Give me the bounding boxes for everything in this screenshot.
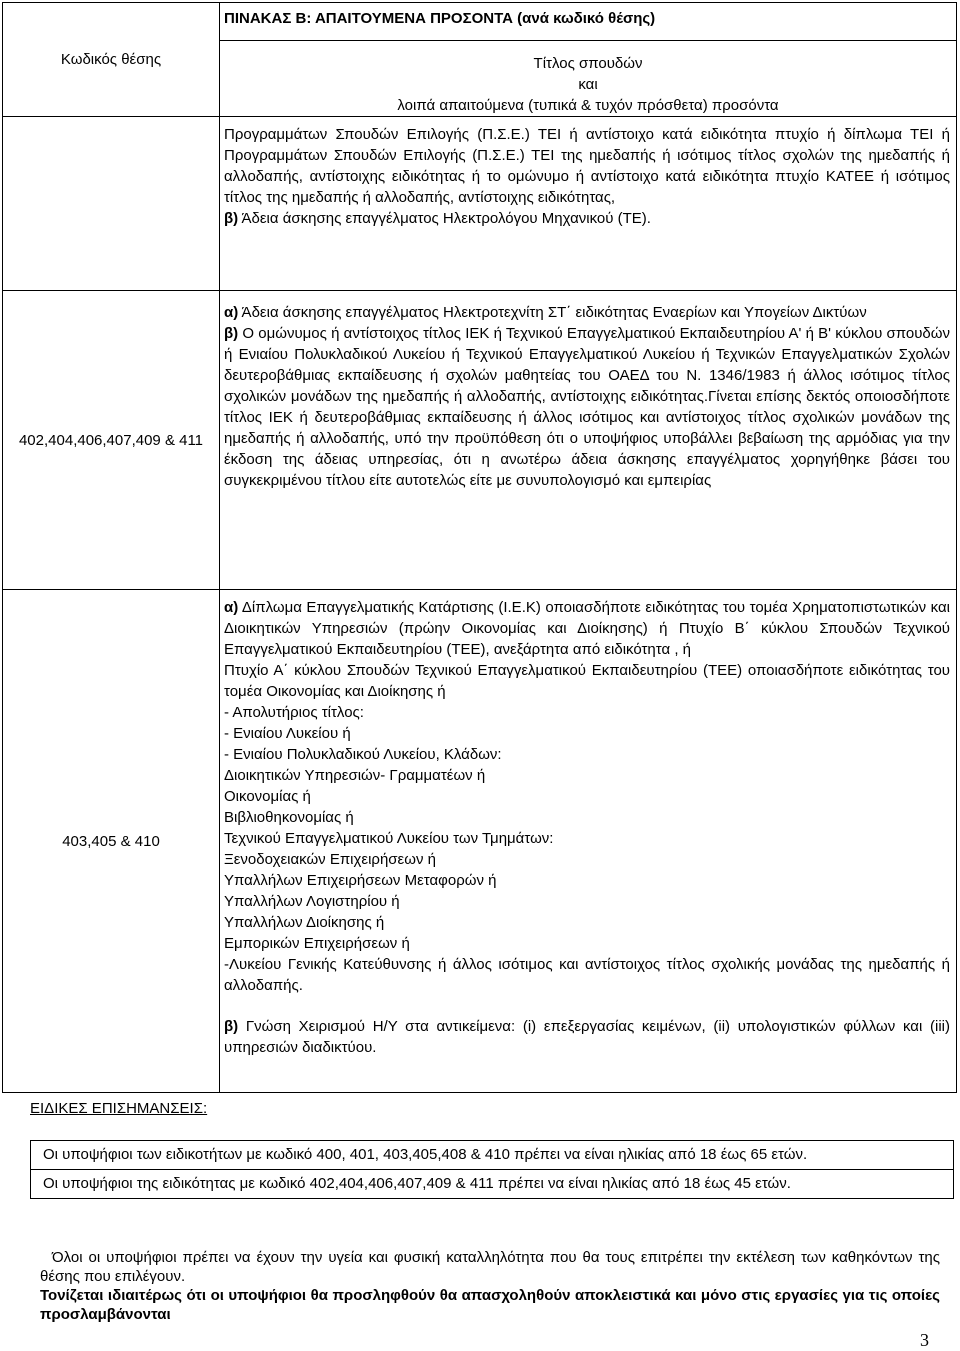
row2-line: Πτυχίο Α΄ κύκλου Σπουδών Τεχνικού Επαγγελματικού Εκπαιδευτηρίου (ΤΕΕ) οποιασδήποτε ειδικότητας του τομέα Οικονομίας και Διοίκησης ή bbox=[224, 662, 950, 700]
qual-header-line2: και bbox=[578, 76, 598, 93]
code-column-header: Κωδικός θέσης bbox=[60, 51, 162, 68]
row2-b-label: β) bbox=[224, 1018, 239, 1035]
row0-text: Προγραμμάτων Σπουδών Επιλογής (Π.Σ.Ε.) ΤΕΙ ή αντίστοιχο κατά ειδικότητα πτυχίο ή δίπλωμα ΤΕΙ ή Προγραμμάτων Σπουδών Επιλογής (Π.Σ.Ε.) ΤΕΙ της ημεδαπής ή ισότιμος τίτλος σχολών της ημεδαπής ή αλλοδαπής, αντίστοιχης ειδικότητας ή το ομώνυμο ή αντίστοιχο κατά ειδικότητα πτυχίο ΚΑΤΕΕ ή ισότιμος τίτλος της ημεδαπής ή αλλοδαπής, αντίστοιχης ειδικότητας, bbox=[224, 126, 950, 206]
row2-a-label: α) bbox=[224, 599, 239, 616]
row2-line: Διοικητικών Υπηρεσιών- Γραμματέων ή bbox=[224, 767, 486, 784]
row2-a-text: Δίπλωμα Επαγγελματικής Κατάρτισης (Ι.Ε.Κ) οποιασδήποτε ειδικότητας του τομέα Χρηματοπιστωτικών και Διοικητικών Υπηρεσιών (πρώην Οικονομίας και Διοίκησης) ή Πτυχίο Β΄ κύκλου Σπουδών Τεχνικού Επαγγελματικού Εκπαιδευτηρίου (ΤΕΕ), ανεξάρτητα από ειδικότητα , ή bbox=[224, 599, 950, 658]
page-number: 3 bbox=[920, 1330, 929, 1350]
qualifications-header bbox=[220, 40, 956, 116]
row2-line: Υπαλλήλων Διοίκησης ή bbox=[224, 914, 385, 931]
row1-a-text: Άδεια άσκησης επαγγέλματος Ηλεκτροτεχνίτη ΣΤ΄ ειδικότητας Εναερίων και Υπογείων Δικτύων bbox=[238, 304, 867, 321]
row2-line: - Ενιαίου Λυκείου ή bbox=[224, 725, 351, 742]
code-cell-1 bbox=[3, 291, 220, 590]
footer-bold-text: Τονίζεται ιδιαιτέρως ότι οι υποψήφιοι θα προσληφθούν θα απασχοληθούν αποκλειστικά και μόνο στις εργασίες για τις οποίες προσλαμβάνονται bbox=[40, 1287, 940, 1323]
row2-b-text: Γνώση Χειρισμού Η/Υ στα αντικείμενα: (i) επεξεργασίας κειμένων, (ii) υπολογιστικών φύλλων και (iii) υπηρεσιών διαδικτύου. bbox=[224, 1018, 950, 1056]
qualification-cell-0 bbox=[220, 117, 957, 291]
notes-table bbox=[30, 1140, 954, 1199]
row2-line: Ξενοδοχειακών Επιχειρήσεων ή bbox=[224, 851, 436, 868]
title-header-cell bbox=[220, 3, 957, 117]
row2-line: Τεχνικού Επαγγελματικού Λυκείου των Τμημάτων: bbox=[224, 830, 554, 847]
code-402: 402,404,406,407,409 & 411 bbox=[18, 431, 204, 449]
qualifications-table bbox=[2, 2, 957, 1093]
code-403: 403,405 & 410 bbox=[62, 832, 160, 850]
row1-b-text: Ο ομώνυμος ή αντίστοιχος τίτλος ΙΕΚ ή Τεχνικού Επαγγελματικού Εκπαιδευτηρίου Α' ή Β' κύκλου σπουδών ή Ενιαίου Πολυκλαδικού Λυκείου ή Τεχνικού Επαγγελματικού Λυκείου ή Τεχνικών Επαγγελματικών Σχολών δευτεροβάθμιας εκπαίδευσης ή σχολών μαθητείας του ΟΑΕΔ του Ν. 1346/1983 ή άλλος ισότιμος τίτλος σχολικών μονάδων της ημεδαπής ή αλλοδαπής, αντίστοιχης ειδικότητας.Γίνεται επίσης δεκτός οποιοσδήποτε τίτλος ΙΕΚ ή δευτεροβάθμιας εκπαίδευσης ή άλλος ισότιμος και αντίστοιχος τίτλος σχολικών μονάδων της ημεδαπής ή αλλοδαπής, υπό την προϋπόθεση ότι ο υποψήφιος υποβάλλει βεβαίωση της αρμόδιας για την έκδοση της άδειας υπηρεσίας, ότι η ανωτέρω άδεια άσκησης επαγγέλματος χορηγήθηκε βάσει του συγκεκριμένου τίτλου είτε αυτοτελώς είτε με συνυπολογισμό και εμπειρίας bbox=[224, 325, 950, 489]
qual-header-line1: Τίτλος σπουδών bbox=[533, 55, 643, 72]
row2-line: Υπαλλήλων Λογιστηρίου ή bbox=[224, 893, 400, 910]
row0-b-text: Άδεια άσκησης επαγγέλματος Ηλεκτρολόγου Μηχανικού (ΤΕ). bbox=[238, 210, 651, 227]
code-cell-empty bbox=[3, 117, 220, 291]
table-title: ΠΙΝΑΚΑΣ Β: ΑΠΑΙΤΟΥΜΕΝΑ ΠΡΟΣΟΝΤΑ (ανά κωδικό θέσης) bbox=[224, 10, 656, 27]
qual-header-line3: λοιπά απαιτούμενα (τυπικά & τυχόν πρόσθετα) προσόντα bbox=[397, 97, 779, 114]
row2-line: Υπαλλήλων Επιχειρήσεων Μεταφορών ή bbox=[224, 872, 497, 889]
row1-b-label: β) bbox=[224, 325, 239, 342]
code-header-cell bbox=[3, 3, 220, 117]
code-cell-2 bbox=[3, 590, 220, 1093]
row2-line: - Ενιαίου Πολυκλαδικού Λυκείου, Κλάδων: bbox=[224, 746, 502, 763]
note-row: Οι υποψήφιοι της ειδικότητας με κωδικό 402,404,406,407,409 & 411 πρέπει να είναι ηλικίας από 18 έως 45 ετών. bbox=[31, 1170, 954, 1199]
row2-line: Βιβλιοθηκονομίας ή bbox=[224, 809, 354, 826]
row2-line: Εμπορικών Επιχειρήσεων ή bbox=[224, 935, 410, 952]
special-notes-heading: ΕΙΔΙΚΕΣ ΕΠΙΣΗΜΑΝΣΕΙΣ: bbox=[30, 1100, 208, 1117]
row2-line: -Λυκείου Γενικής Κατεύθυνσης ή άλλος ισότιμος και αντίστοιχος τίτλος σχολικής μονάδας της ημεδαπής ή αλλοδαπής. bbox=[224, 956, 950, 994]
qualification-cell-2 bbox=[220, 590, 957, 1093]
row2-line: Οικονομίας ή bbox=[224, 788, 311, 805]
qualification-cell-1 bbox=[220, 291, 957, 590]
row0-b-label: β) bbox=[224, 210, 239, 227]
footer-normal-text: Όλοι οι υποψήφιοι πρέπει να έχουν την υγεία και φυσική καταλληλότητα που θα τους επιτρέπει την εκτέλεση των καθηκόντων της θέσης που επιλέγουν. bbox=[40, 1249, 940, 1285]
note-row: Οι υποψήφιοι των ειδικοτήτων με κωδικό 400, 401, 403,405,408 & 410 πρέπει να είναι ηλικίας από 18 έως 65 ετών. bbox=[31, 1141, 954, 1170]
row2-line: - Απολυτήριος τίτλος: bbox=[224, 704, 364, 721]
footer-block bbox=[40, 1248, 940, 1324]
row1-a-label: α) bbox=[224, 304, 239, 321]
